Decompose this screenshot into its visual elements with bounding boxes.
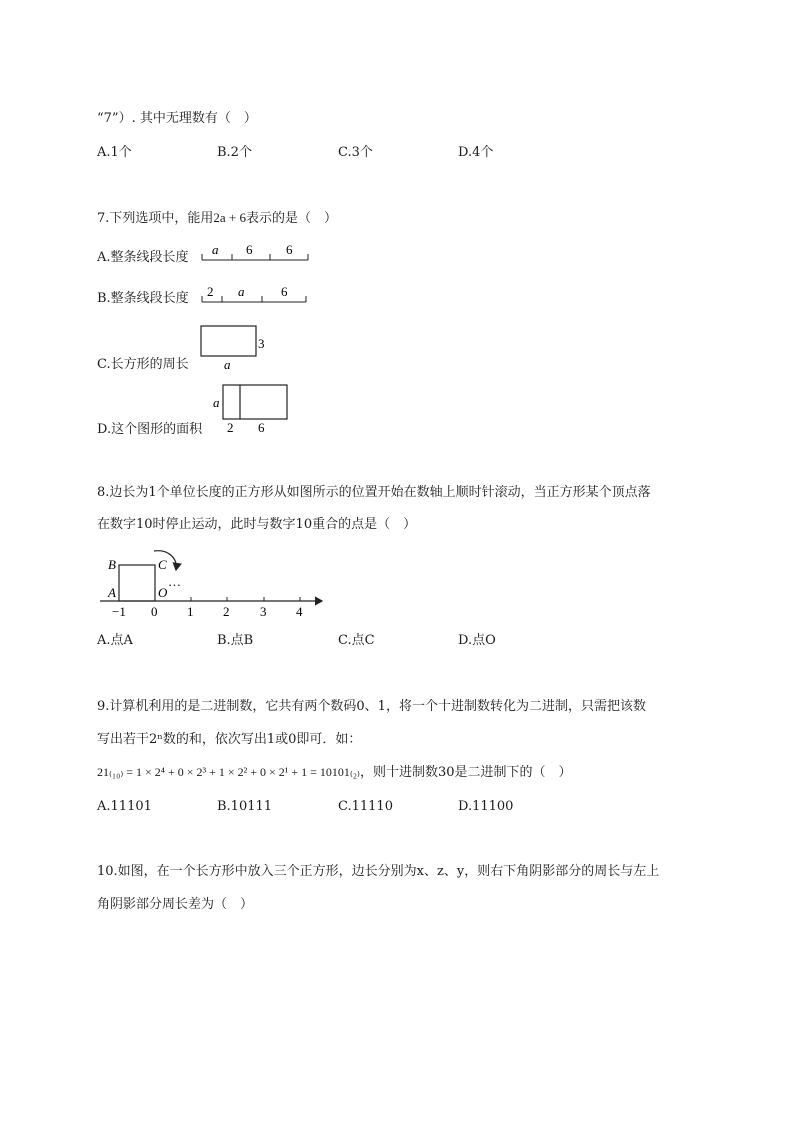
q8-option-c[interactable]: C.点C — [338, 633, 375, 648]
q10-stem-line2: 角阴影部分周长差为（ ） — [97, 897, 254, 912]
tick-label-1: 1 — [187, 604, 194, 619]
q7-b-seg1-label: 2 — [207, 284, 214, 299]
vertex-a-label: A — [108, 585, 116, 600]
q8-number-line-figure — [96, 546, 328, 624]
vertex-o-label: O — [158, 585, 168, 600]
q7-option-c-label[interactable]: C.长方形的周长 — [97, 357, 189, 372]
q7-option-d-label[interactable]: D.这个图形的面积 — [97, 422, 203, 437]
q7-option-b-segment-figure — [200, 282, 312, 310]
tick-label-2: 2 — [223, 604, 230, 619]
q10-stem-line1: 10.如图，在一个长方形中放入三个正方形，边长分别为x、z、y，则右下角阴影部分的周长与左上 — [97, 864, 660, 879]
q7-stem-post: 表示的是（ ） — [246, 211, 338, 226]
q7-d-width2-label: 6 — [258, 420, 265, 435]
q8-option-d[interactable]: D.点O — [458, 633, 496, 648]
q7-option-a-segment-figure — [200, 240, 312, 268]
q7-c-bottom-label: a — [224, 357, 231, 372]
q6-stem-tail: “7”）. 其中无理数有（ ） — [97, 111, 257, 126]
q7-stem-pre: 7.下列选项中，能用 — [97, 211, 214, 226]
q8-option-a[interactable]: A.点A — [97, 633, 133, 648]
q9-option-a[interactable]: A.11101 — [97, 799, 152, 814]
q9-stem-line1: 9.计算机利用的是二进制数，它共有两个数码0、1，将一个十进制数转化为二进制，只需把该数 — [97, 699, 646, 714]
q8-stem-line2: 在数字10时停止运动，此时与数字10重合的点是（ ） — [97, 517, 417, 532]
q7-b-seg3-label: 6 — [281, 284, 288, 299]
q6-option-c[interactable]: C.3个 — [338, 145, 373, 160]
q8-option-b[interactable]: B.点B — [217, 633, 254, 648]
q6-option-a[interactable]: A.1个 — [97, 145, 132, 160]
ellipsis: … — [168, 574, 181, 589]
q7-d-left-label: a — [213, 395, 220, 410]
q9-option-d[interactable]: D.11100 — [458, 799, 514, 814]
q7-a-seg3-label: 6 — [286, 242, 293, 257]
q9-formula-tail: ，则十进制数30是二进制下的（ ） — [360, 765, 572, 780]
q7-option-b-label[interactable]: B.整条线段长度 — [97, 291, 189, 306]
q9-stem-line2: 写出若干2ⁿ数的和，依次写出1或0即可．如： — [97, 732, 362, 747]
vertex-c-label: C — [158, 557, 167, 572]
q9-formula-line — [97, 766, 572, 779]
q7-b-seg2-label: a — [238, 284, 245, 299]
q6-option-b[interactable]: B.2个 — [217, 145, 252, 160]
q9-formula: 21₍₁₀₎ = 1 × 2⁴ + 0 × 2³ + 1 × 2² + 0 × 2¹ + 1 = 10101₍₂₎ — [97, 765, 360, 779]
tick-label-3: 3 — [260, 604, 267, 619]
q7-c-side-label: 3 — [258, 336, 265, 351]
q7-d-width1-label: 2 — [227, 420, 234, 435]
q7-a-seg2-label: 6 — [246, 242, 253, 257]
q7-option-c-rectangle-figure — [200, 324, 280, 374]
tick-label-neg1: −1 — [112, 604, 126, 619]
tick-label-0: 0 — [151, 604, 158, 619]
q9-option-c[interactable]: C.11110 — [338, 799, 393, 814]
vertex-b-label: B — [108, 557, 116, 572]
q6-option-d[interactable]: D.4个 — [458, 145, 494, 160]
q7-option-a-label[interactable]: A.整条线段长度 — [97, 250, 189, 265]
q7-stem-expr: 2a + 6 — [213, 210, 247, 225]
q8-stem-line1: 8.边长为1个单位长度的正方形从如图所示的位置开始在数轴上顺时针滚动，当正方形某个顶点落 — [97, 485, 651, 500]
q7-option-d-area-figure — [210, 383, 290, 437]
rolling-square — [119, 565, 155, 601]
q7-stem — [97, 211, 337, 225]
q7-a-seg1-label: a — [212, 242, 219, 257]
q9-option-b[interactable]: B.10111 — [217, 799, 273, 814]
tick-label-4: 4 — [296, 604, 303, 619]
